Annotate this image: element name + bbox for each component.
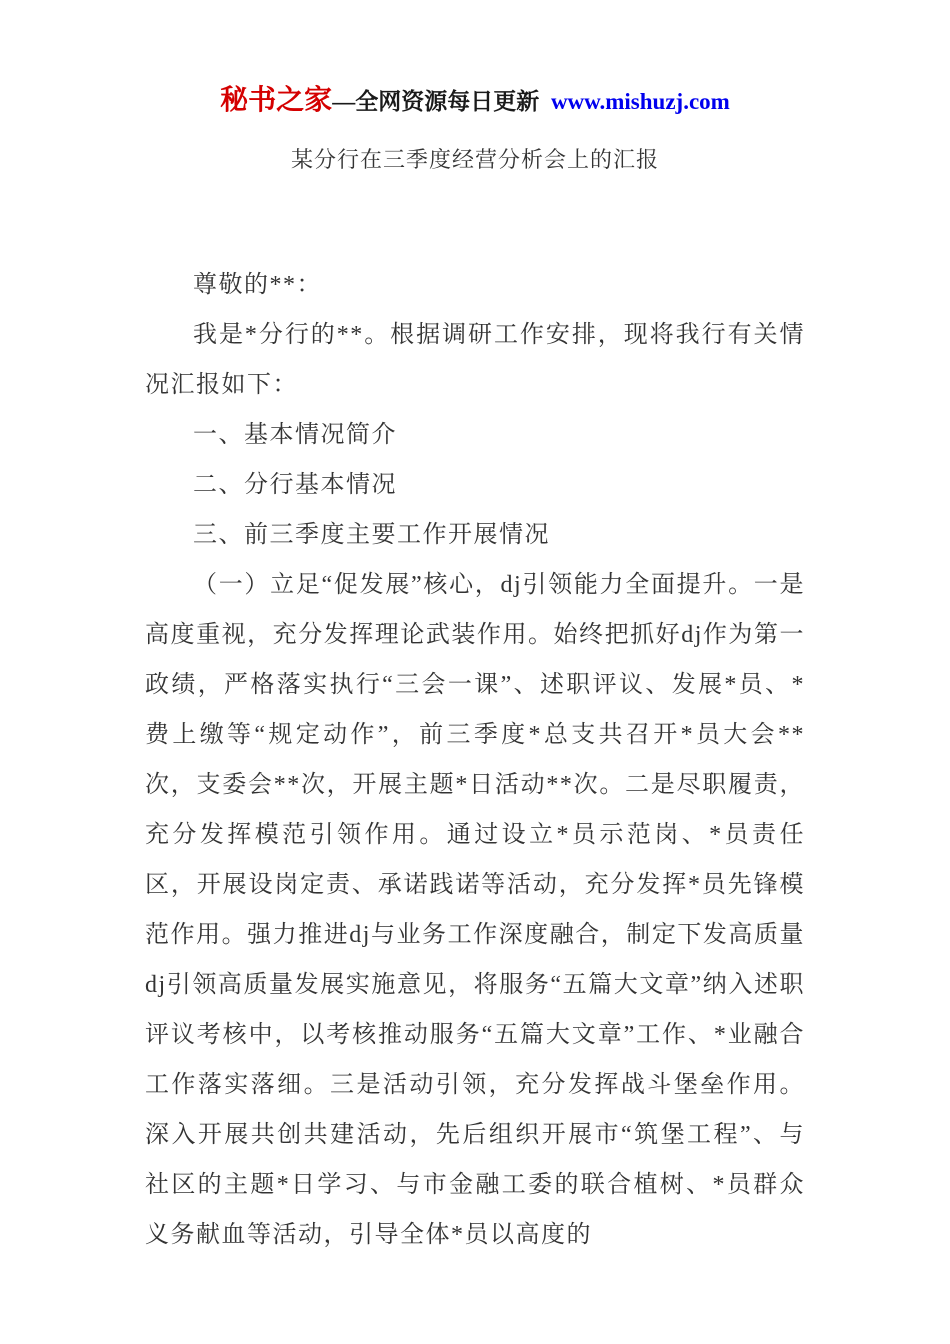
site-url-link[interactable]: www.mishuzj.com	[550, 89, 730, 114]
para-intro: 我是*分行的**。根据调研工作安排，现将我行有关情况汇报如下：	[145, 322, 805, 398]
para-heading-3: 三、前三季度主要工作开展情况	[193, 522, 550, 548]
site-header	[145, 86, 805, 117]
para-section-1: （一）立足“促发展”核心，dj引领能力全面提升。一是高度重视，充分发挥理论武装作用。始终把抓好dj作为第一政绩，严格落实执行“三会一课”、述职评议、发展*员、*费上缴等“规定动作”，前三季度*总支共召开*员大会**次，支委会**次，开展主题*日活动**次。二是尽职履责，充分发挥模范引领作用。通过设立*员示范岗、*员责任区，开展设岗定责、承诺践诺等活动，充分发挥*员先锋模范作用。强力推进dj与业务工作深度融合，制定下发高质量dj引领高质量发展实施意见，将服务“五篇大文章”纳入述职评议考核中，以考核推动服务“五篇大文章”工作、*业融合工作落实落细。三是活动引领，充分发挥战斗堡垒作用。深入开展共创共建活动，先后组织开展市“筑堡工程”、与社区的主题*日学习、与市金融工委的联合植树、*员群众义务献血等活动，引导全体*员以高度的	[145, 572, 805, 1248]
site-brand: 秘书之家	[220, 85, 333, 116]
para-heading-2: 二、分行基本情况	[193, 472, 397, 498]
document-body	[145, 260, 805, 1260]
document-title: 某分行在三季度经营分析会上的汇报	[290, 147, 659, 172]
para-salutation: 尊敬的**：	[193, 272, 322, 298]
para-heading-1: 一、基本情况简介	[193, 422, 397, 448]
header-tagline: —全网资源每日更新	[332, 89, 545, 114]
